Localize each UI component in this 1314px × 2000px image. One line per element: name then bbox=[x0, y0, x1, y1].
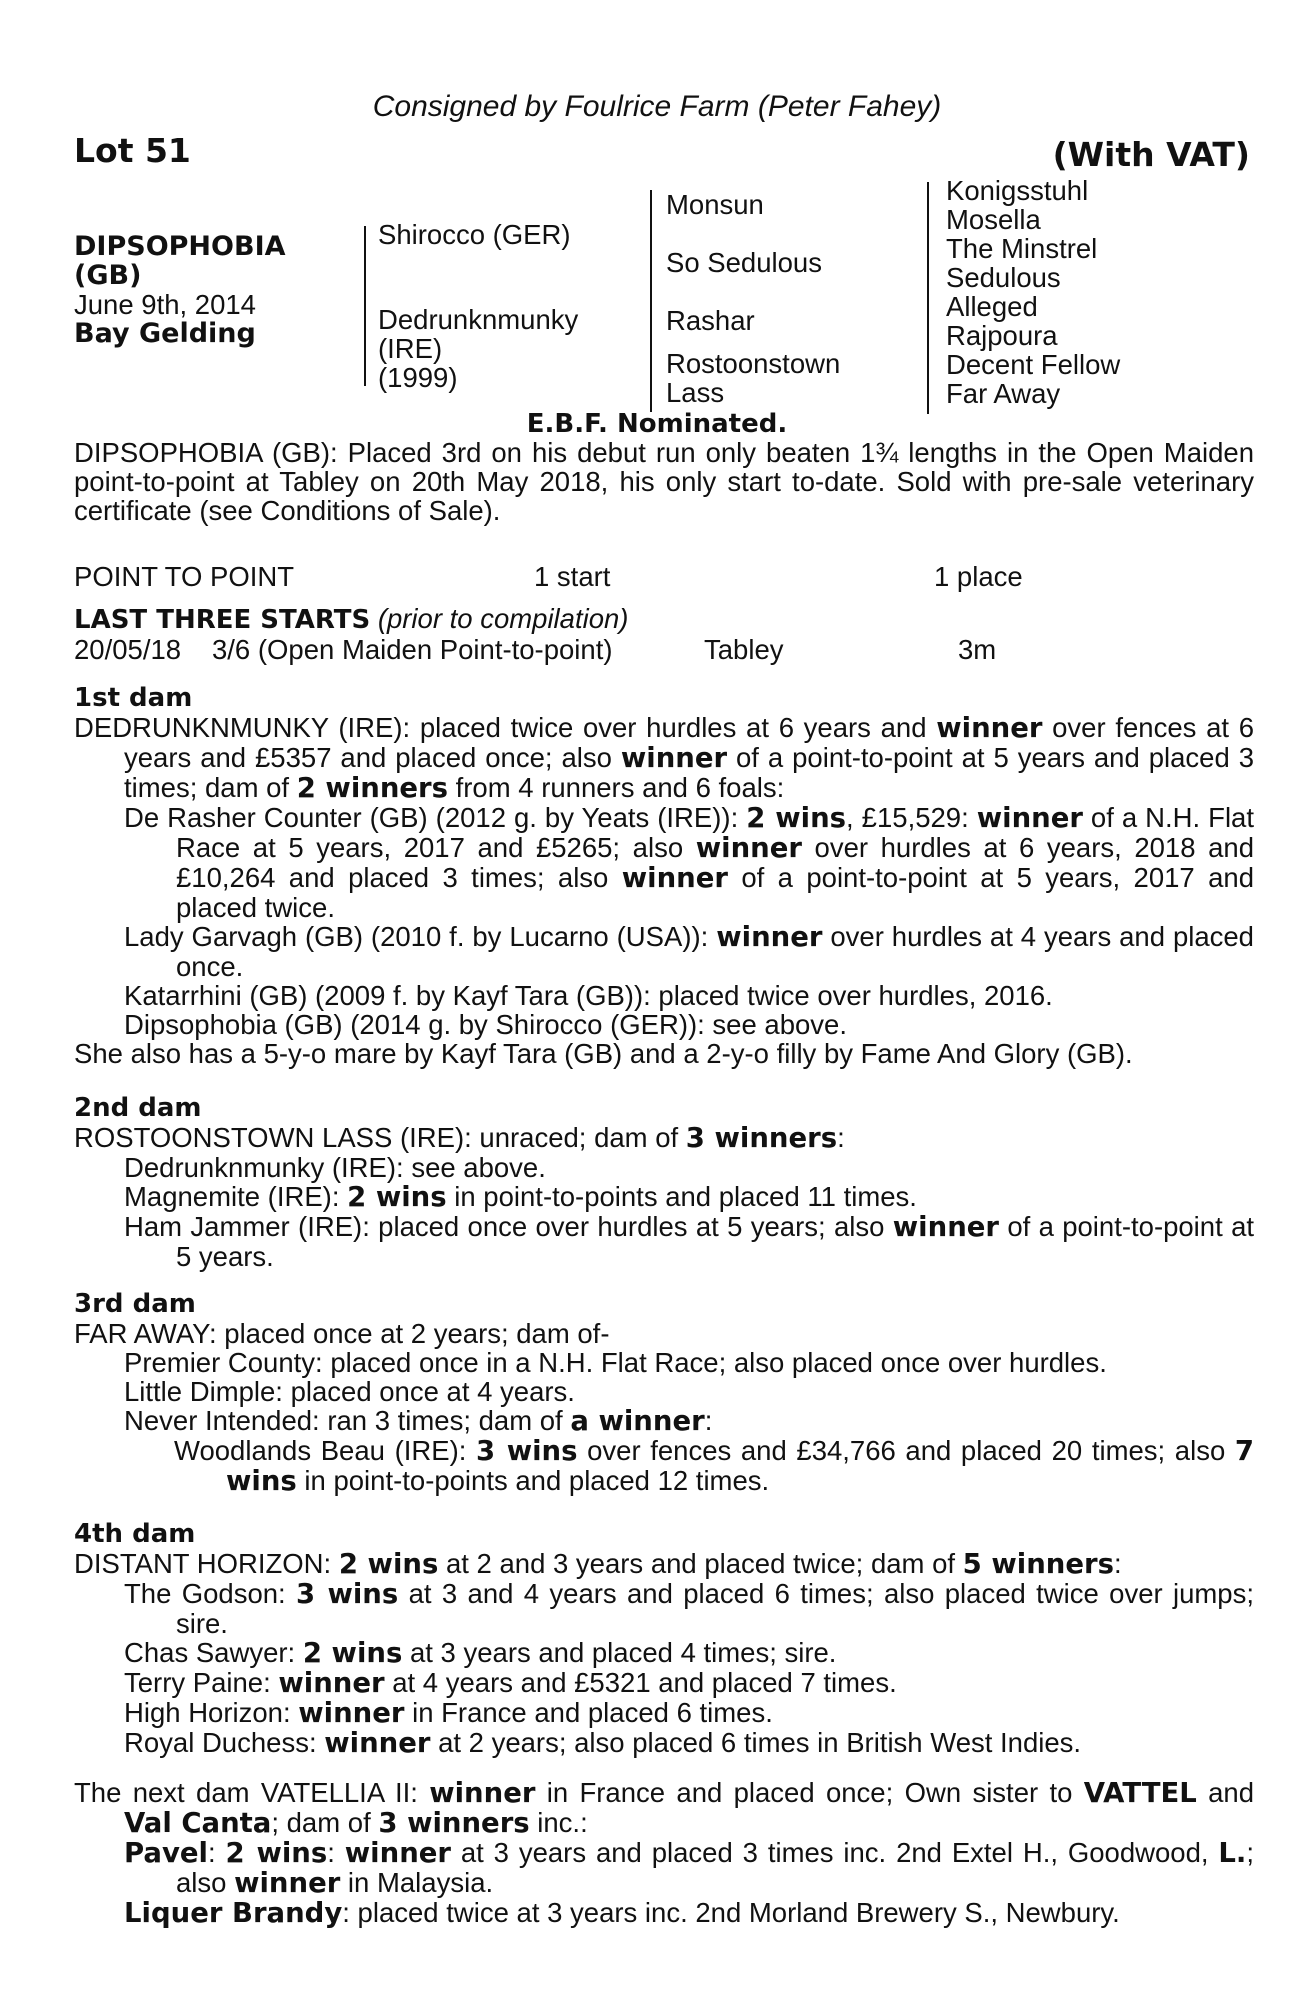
text-bold: Val Canta bbox=[124, 1807, 272, 1839]
dam: Dedrunknmunky bbox=[378, 304, 579, 335]
produce-entry: Little Dimple: placed once at 4 years. bbox=[124, 1376, 575, 1407]
text-run: at 2 years; also placed 6 times in British West Indies. bbox=[430, 1727, 1082, 1758]
first-dam-section bbox=[74, 684, 1254, 1068]
text-run: and bbox=[1196, 1777, 1254, 1808]
text-bold: winner bbox=[716, 921, 823, 953]
text-run: Never Intended: ran 3 times; dam of bbox=[124, 1405, 571, 1436]
text-run: ROSTOONSTOWN LASS (IRE): unraced; dam of bbox=[74, 1122, 686, 1153]
text-run: : bbox=[1113, 1548, 1122, 1579]
text-bold: 2 wins bbox=[347, 1181, 447, 1213]
horse-identity bbox=[74, 232, 286, 348]
text-run: at 4 years and £5321 and placed 7 times. bbox=[384, 1667, 897, 1698]
text-run: at 3 and 4 years and placed 6 times; also placed twice over jumps; sire. bbox=[176, 1578, 1254, 1639]
text-run: The next dam VATELLIA II: bbox=[74, 1777, 430, 1808]
text-bold: a winner bbox=[570, 1405, 705, 1437]
ggparent: Mosella bbox=[946, 204, 1041, 235]
text-run: Ham Jammer (IRE): placed once over hurdles at 5 years; also bbox=[124, 1211, 893, 1242]
text-bold: 3 winners bbox=[378, 1807, 530, 1839]
text-run: Woodlands Beau (IRE): bbox=[174, 1435, 476, 1466]
text-run: over fences at 6 years and £5357 and placed once; also bbox=[124, 712, 1254, 773]
produce-entry: Premier County: placed once in a N.H. Flat Race; also placed once over hurdles. bbox=[124, 1347, 1107, 1378]
dam-paragraph: FAR AWAY: placed once at 2 years; dam of- bbox=[74, 1318, 610, 1349]
produce-entry: Dipsophobia (GB) (2014 g. by Shirocco (GER)): see above. bbox=[124, 1009, 847, 1040]
start-venue: Tabley bbox=[704, 634, 784, 665]
text-run: inc.: bbox=[529, 1807, 588, 1838]
text-run: at 3 years and placed 3 times inc. 2nd Extel H., Goodwood, bbox=[450, 1837, 1219, 1868]
text-run: Magnemite (IRE): bbox=[124, 1181, 348, 1212]
ggparent: Decent Fellow bbox=[946, 349, 1121, 380]
text-run: at 3 years and placed 4 times; sire. bbox=[402, 1637, 837, 1668]
text-run: High Horizon: bbox=[124, 1697, 299, 1728]
text-run: DISTANT HORIZON: bbox=[74, 1548, 339, 1579]
text-bold: 3 wins bbox=[476, 1435, 578, 1467]
text-bold: Liquer Brandy bbox=[124, 1897, 343, 1929]
produce-entry bbox=[74, 1212, 1254, 1271]
text-bold: winner bbox=[344, 1837, 451, 1869]
text-run: : bbox=[207, 1837, 226, 1868]
text-run: over hurdles at 6 years, 2018 and £10,264 and placed 3 times; also bbox=[176, 832, 1254, 893]
pedigree-divider bbox=[927, 182, 929, 414]
text-bold: winner bbox=[429, 1777, 536, 1809]
dam-sire: Rashar bbox=[666, 305, 755, 336]
second-dam-section bbox=[74, 1094, 1254, 1271]
text-run: DEDRUNKNMUNKY (IRE): placed twice over hurdles at 6 years and bbox=[74, 712, 937, 743]
fourth-dam-section bbox=[74, 1520, 1254, 1758]
text-run: of a N.H. Flat Race at 5 years, 2017 and £5265; also bbox=[176, 802, 1254, 863]
text-run: : bbox=[327, 1837, 345, 1868]
text-bold: Pavel bbox=[124, 1837, 208, 1869]
text-run: of a point-to-point at 5 years. bbox=[176, 1211, 1254, 1272]
text-run: over fences and £34,766 and placed 20 times; also bbox=[577, 1435, 1235, 1466]
last-three-starts bbox=[74, 604, 1254, 664]
text-run: The Godson: bbox=[124, 1578, 297, 1609]
produce-entry bbox=[74, 1436, 1254, 1496]
text-run: in point-to-points and placed 12 times. bbox=[296, 1465, 770, 1496]
text-bold: winner bbox=[621, 862, 728, 894]
text-bold: 2 winners bbox=[296, 772, 448, 804]
text-bold: VATTEL bbox=[1083, 1777, 1197, 1809]
horse-name: DIPSOPHOBIA bbox=[74, 231, 286, 262]
dam-dam: Rostoonstown bbox=[666, 348, 841, 379]
text-run: Lady Garvagh (GB) (2010 f. by Lucarno (USA)): bbox=[124, 921, 717, 952]
text-bold: winner bbox=[234, 1867, 341, 1899]
text-bold: 2 wins bbox=[225, 1837, 328, 1869]
consignor-line: Consigned by Foulrice Farm (Peter Fahey) bbox=[372, 90, 942, 123]
dam-year: (1999) bbox=[378, 362, 458, 393]
produce-entry bbox=[74, 803, 1254, 922]
pedigree-divider bbox=[364, 226, 366, 386]
start-distance: 3m bbox=[958, 634, 997, 665]
sire-sire: Monsun bbox=[666, 189, 764, 220]
lot-number: Lot 51 bbox=[74, 131, 191, 170]
text-run: : placed twice at 3 years inc. 2nd Morland Brewery S., Newbury. bbox=[342, 1897, 1120, 1928]
ggparent: The Minstrel bbox=[946, 233, 1098, 264]
produce-entry bbox=[74, 1838, 1254, 1898]
text-run: of a point-to-point at 5 years and placed 3 times; dam of bbox=[124, 742, 1254, 803]
section-heading: 1st dam bbox=[74, 683, 193, 713]
section-heading: 3rd dam bbox=[74, 1289, 196, 1319]
text-run: ; also bbox=[176, 1837, 1255, 1898]
race-record bbox=[74, 562, 1250, 592]
record-starts: 1 start bbox=[534, 561, 611, 592]
text-bold: 2 wins bbox=[302, 1637, 403, 1669]
produce-entry bbox=[74, 1406, 1254, 1436]
ggparent: Sedulous bbox=[946, 262, 1061, 293]
dam-paragraph bbox=[74, 1778, 1254, 1838]
text-bold: winner bbox=[695, 832, 802, 864]
text-run: : bbox=[837, 1122, 845, 1153]
text-bold: winner bbox=[324, 1727, 431, 1759]
dam-paragraph bbox=[74, 713, 1254, 803]
start-result: 3/6 (Open Maiden Point-to-point) bbox=[212, 634, 613, 665]
produce-entry bbox=[74, 922, 1254, 981]
last-three-heading: LAST THREE STARTS bbox=[74, 605, 371, 635]
text-run: in Malaysia. bbox=[340, 1867, 494, 1898]
intro-paragraph: DIPSOPHOBIA (GB): Placed 3rd on his debut run only beaten 1¾ lengths in the Open Maiden point-to-point at Tabley on 20th May 2018, his only start to-date. Sold with pre-sale veterinary certificate (see Conditions of Sale). bbox=[74, 437, 1254, 526]
text-run: at 2 and 3 years and placed twice; dam of bbox=[438, 1548, 963, 1579]
produce-entry bbox=[74, 1698, 1254, 1728]
text-run: ; dam of bbox=[271, 1807, 379, 1838]
text-run: from 4 runners and 6 foals: bbox=[447, 772, 785, 803]
dam-paragraph bbox=[74, 1123, 1254, 1153]
text-run: Chas Sawyer: bbox=[124, 1637, 303, 1668]
text-bold: winner bbox=[298, 1697, 405, 1729]
produce-entry bbox=[74, 1898, 1254, 1928]
dam-dam-cont: Lass bbox=[666, 377, 725, 408]
text-run: in France and placed 6 times. bbox=[404, 1697, 773, 1728]
text-bold: winner bbox=[278, 1667, 385, 1699]
dam-paragraph bbox=[74, 1549, 1254, 1579]
produce-entry bbox=[74, 1579, 1254, 1638]
last-three-note: (prior to compilation) bbox=[377, 603, 629, 634]
text-run: over hurdles at 4 years and placed once. bbox=[176, 921, 1254, 982]
text-bold: winner bbox=[892, 1211, 999, 1243]
text-bold: winner bbox=[936, 712, 1043, 744]
ggparent: Konigsstuhl bbox=[946, 175, 1089, 206]
ggparent: Far Away bbox=[946, 378, 1061, 409]
text-bold: 3 wins bbox=[296, 1578, 399, 1610]
produce-entry bbox=[74, 1182, 1254, 1212]
produce-entry: Dedrunknmunky (IRE): see above. bbox=[124, 1152, 546, 1183]
record-type: POINT TO POINT bbox=[74, 561, 295, 592]
text-bold: 2 wins bbox=[338, 1548, 439, 1580]
text-run: in France and placed once; Own sister to bbox=[535, 1777, 1084, 1808]
text-run: of a point-to-point at 5 years, 2017 and placed twice. bbox=[176, 862, 1254, 923]
sire: Shirocco (GER) bbox=[378, 219, 571, 250]
section-heading: 2nd dam bbox=[74, 1093, 202, 1123]
vat-status: (With VAT) bbox=[1052, 135, 1250, 174]
text-run: Royal Duchess: bbox=[124, 1727, 325, 1758]
text-bold: 7 wins bbox=[226, 1435, 1254, 1497]
text-run: : bbox=[704, 1405, 713, 1436]
text-bold: 2 wins bbox=[746, 802, 847, 834]
text-run: Terry Paine: bbox=[124, 1667, 279, 1698]
produce-entry bbox=[74, 1638, 1254, 1668]
third-dam-section bbox=[74, 1290, 1254, 1496]
horse-country: (GB) bbox=[74, 260, 142, 291]
next-dam-section bbox=[74, 1778, 1254, 1928]
text-bold: 5 winners bbox=[962, 1548, 1114, 1580]
text-bold: winner bbox=[620, 742, 728, 774]
produce-entry bbox=[74, 1668, 1254, 1698]
text-bold: L. bbox=[1218, 1837, 1247, 1869]
foaling-date: June 9th, 2014 bbox=[74, 289, 256, 320]
text-run: De Rasher Counter (GB) (2012 g. by Yeats (IRE)): bbox=[124, 802, 747, 833]
ggparent: Rajpoura bbox=[946, 320, 1058, 351]
record-places: 1 place bbox=[934, 561, 1023, 592]
text-run: , £15,529: bbox=[846, 802, 977, 833]
produce-entry: Katarrhini (GB) (2009 f. by Kayf Tara (GB)): placed twice over hurdles, 2016. bbox=[124, 980, 1053, 1011]
dam-footnote: She also has a 5-y-o mare by Kayf Tara (GB) and a 2-y-o filly by Fame And Glory (GB). bbox=[74, 1038, 1133, 1069]
text-bold: 3 winners bbox=[685, 1122, 838, 1154]
produce-entry bbox=[74, 1728, 1254, 1758]
horse-sex-colour: Bay Gelding bbox=[74, 318, 256, 349]
section-heading: 4th dam bbox=[74, 1519, 196, 1549]
pedigree-divider bbox=[650, 190, 652, 412]
ebf-nominated: E.B.F. Nominated. bbox=[526, 409, 788, 439]
start-date: 20/05/18 bbox=[74, 634, 182, 665]
dam-country: (IRE) bbox=[378, 333, 443, 364]
ggparent: Alleged bbox=[946, 291, 1038, 322]
sire-dam: So Sedulous bbox=[666, 247, 822, 278]
text-run: in point-to-points and placed 11 times. bbox=[446, 1181, 917, 1212]
text-bold: winner bbox=[976, 802, 1083, 834]
